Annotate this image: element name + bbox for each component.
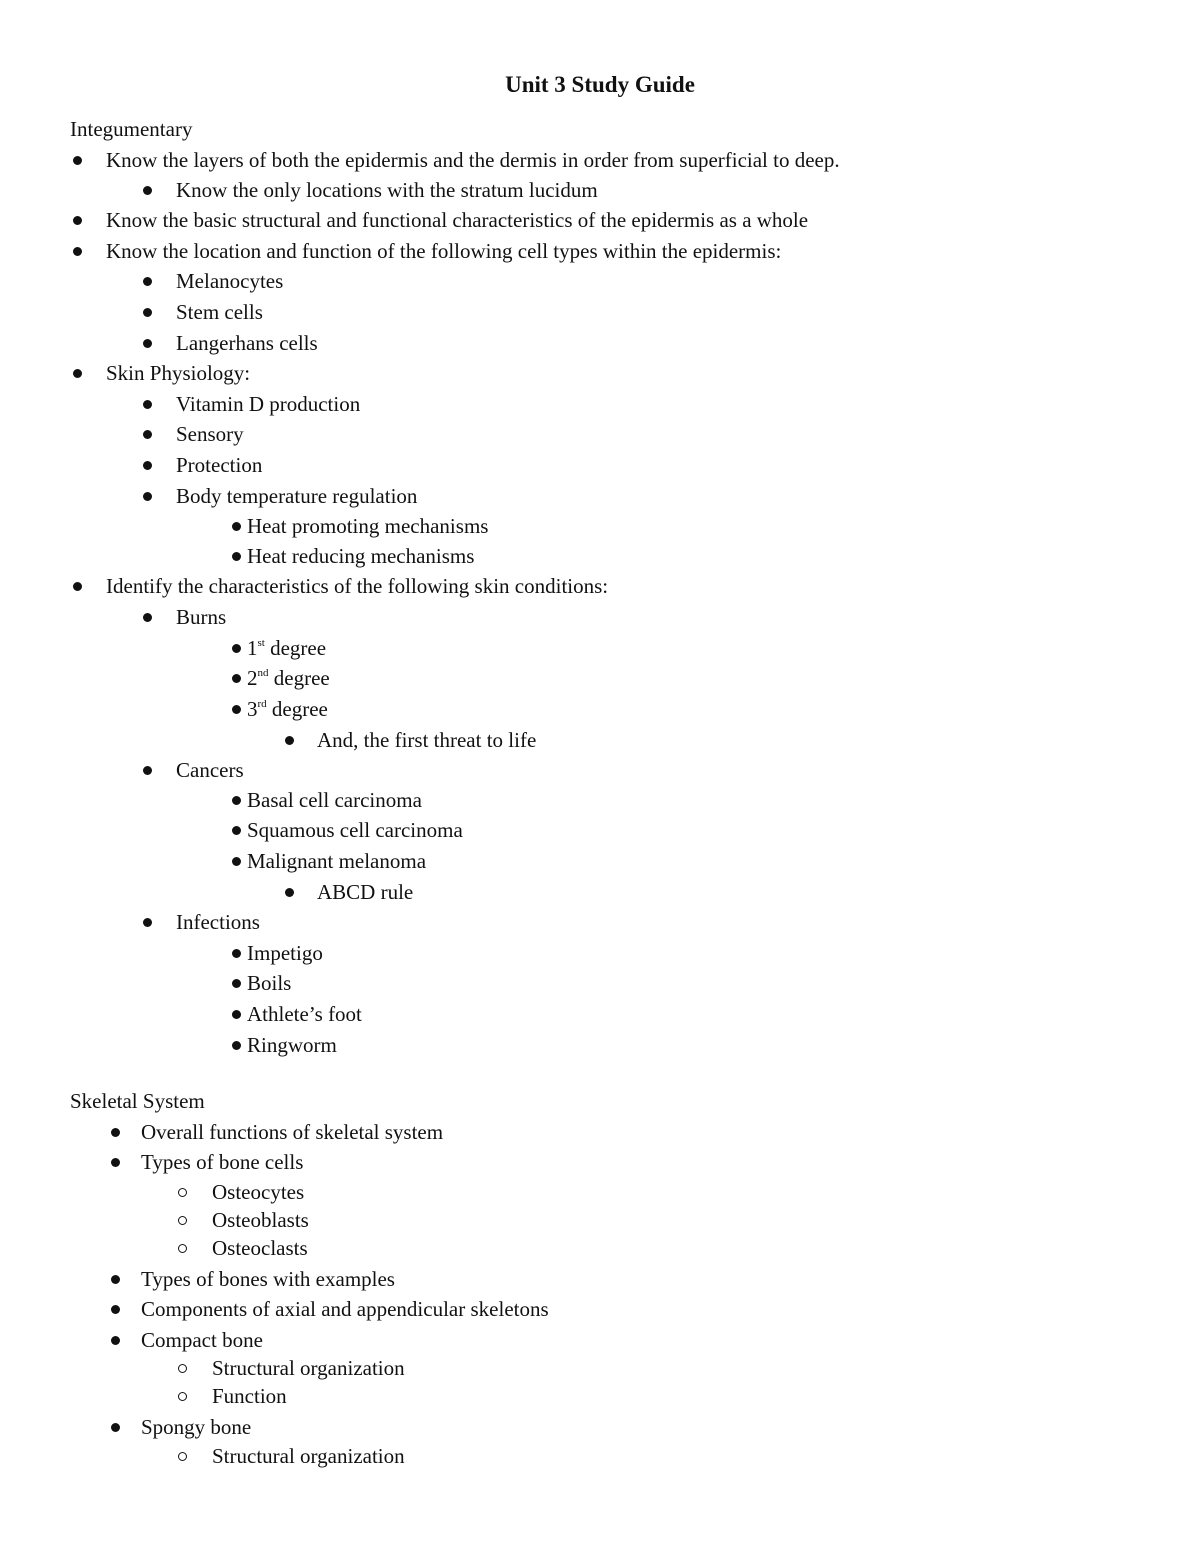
bullet-icon — [111, 1158, 120, 1167]
bullet-icon — [143, 400, 152, 409]
bullet-icon — [232, 522, 241, 531]
section-heading-skeletal: Skeletal System — [70, 1089, 205, 1113]
bullet-icon — [232, 705, 241, 714]
hollow-bullet-icon — [178, 1244, 187, 1253]
bullet-icon — [232, 857, 241, 866]
hollow-bullet-icon — [178, 1452, 187, 1461]
bullet-icon — [73, 369, 82, 378]
bullet-icon — [143, 918, 152, 927]
bullet-icon — [143, 492, 152, 501]
page-title: Unit 3 Study Guide — [505, 72, 695, 97]
bullet-icon — [111, 1305, 120, 1314]
bullet-icon — [143, 339, 152, 348]
bullet-icon — [111, 1336, 120, 1345]
bullet-icon — [111, 1423, 120, 1432]
bullet-icon — [232, 1010, 241, 1019]
bullet-icon — [232, 674, 241, 683]
bullet-icon — [232, 644, 241, 653]
hollow-bullet-icon — [178, 1364, 187, 1373]
bullet-icon — [232, 552, 241, 561]
bullet-icon — [73, 247, 82, 256]
hollow-bullet-icon — [178, 1216, 187, 1225]
study-guide-page: Unit 3 Study Guide Integumentary Know the layers of both the epidermis and the dermis in order from superficial to deep. Know the only locations with the stratum lucidum Know the basic structural and functional characteristics of the epidermis as a whole Know the location and function of the following cell types within the epidermis: Melanocytes Stem cells Langerhans cells Skin Physiology: Vitamin D production Sensory Protection Body temperature regulation Heat promoting mechanisms Heat reducing mechanisms Identify the characteristics of the following skin conditions: Burns 1st degree 2nd degree 3rd degree And, the first threat to life Cancers Basal cell carcinoma Squamous cell carcinoma Malignant melanoma ABCD rule Infections Impetigo Boils Athlete’s foot Ringworm Skeletal System Overall functions of skeletal system Types of bone cells Osteocytes Osteoblasts Osteoclasts Types of bones with examples Components of axial and appendicular skeletons Compact bone Structural organization Function Spongy bone Structural organization — [0, 0, 1200, 1553]
bullet-icon — [111, 1128, 120, 1137]
bullet-icon — [285, 888, 294, 897]
bullet-icon — [232, 1041, 241, 1050]
hollow-bullet-icon — [178, 1188, 187, 1197]
bullet-icon — [73, 582, 82, 591]
bullet-icon — [73, 156, 82, 165]
bullet-icon — [143, 430, 152, 439]
bullet-icon — [143, 277, 152, 286]
bullet-icon — [143, 766, 152, 775]
hollow-bullet-icon — [178, 1392, 187, 1401]
bullet-icon — [111, 1275, 120, 1284]
bullet-icon — [143, 308, 152, 317]
bullet-icon — [143, 461, 152, 470]
bullet-icon — [232, 979, 241, 988]
bullet-icon — [285, 736, 294, 745]
bullet-icon — [143, 186, 152, 195]
bullet-icon — [232, 826, 241, 835]
bullet-icon — [232, 949, 241, 958]
bullet-icon — [232, 796, 241, 805]
bullet-icon — [73, 216, 82, 225]
section-heading-integumentary: Integumentary — [70, 117, 193, 141]
bullet-icon — [143, 613, 152, 622]
